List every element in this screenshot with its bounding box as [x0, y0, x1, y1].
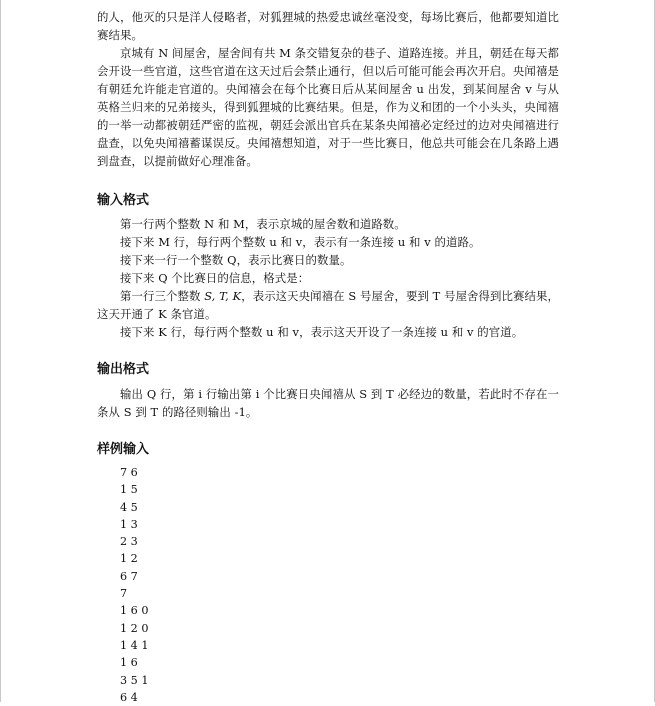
- input-line: 接下来 Q 个比赛日的信息，格式是：: [120, 271, 310, 285]
- sample-line: 2 3: [120, 535, 138, 549]
- sample-line: 1 2: [120, 552, 138, 566]
- description-paragraph-continued: 的人，他灭的只是洋人侵略者，对狐狸城的热爱忠诚丝毫没变，每场比赛后，他都要知道比赛结果。: [97, 10, 559, 42]
- sample-line: 1 5: [120, 483, 138, 497]
- input-line: 接下来一行一个整数 Q，表示比赛日的数量。: [120, 253, 352, 267]
- sample-line: 1 3: [120, 517, 138, 531]
- sample-line: 1 6: [120, 656, 138, 670]
- input-format-body: [97, 215, 559, 341]
- sample-input-block: [120, 464, 559, 706]
- sample-line: 7 6: [120, 466, 138, 479]
- input-line: 第一行两个整数 N 和 M，表示京城的屋舍数和道路数。: [120, 217, 406, 231]
- sample-line: 1 2 0: [120, 621, 149, 635]
- input-line-part: ，表示这天央闻禧在 S 号屋舍，要到 T 号屋舍得到比赛结果，这天开通了 K 条官道。: [97, 289, 559, 321]
- sample-line: 7: [120, 587, 128, 601]
- sample-line: 1 4 1: [120, 638, 149, 652]
- problem-statement: [97, 8, 559, 706]
- output-format-heading: 输出格式: [97, 362, 150, 377]
- sample-line: 6 7: [120, 569, 138, 583]
- sample-line: 3 5 1: [120, 673, 149, 687]
- input-line-query: [97, 287, 559, 323]
- page-edge-left: [0, 0, 1, 702]
- sample-input-heading: 样例输入: [97, 442, 150, 457]
- input-line-part: 第一行三个整数: [120, 289, 201, 303]
- input-format-heading: 输入格式: [97, 193, 150, 208]
- input-line: 接下来 K 行，每行两个整数 u 和 v，表示这天开设了一条连接 u 和 v 的官道。: [120, 325, 524, 339]
- input-line: 接下来 M 行，每行两个整数 u 和 v，表示有一条连接 u 和 v 的道路。: [120, 235, 481, 249]
- sample-line: 6 4: [120, 690, 138, 704]
- math-s-t-k: S, T, K: [204, 289, 242, 303]
- sample-line: 4 5: [120, 500, 138, 514]
- sample-line: 1 6 0: [120, 604, 149, 618]
- output-format-text: 输出 Q 行，第 i 行输出第 i 个比赛日央闻禧从 S 到 T 必经边的数量，若此时不存在一条从 S 到 T 的路径则输出 -1。: [97, 387, 559, 419]
- description-paragraph: 京城有 N 间屋舍，屋舍间有共 M 条交错复杂的巷子、道路连接。并且，朝廷在每天都会开设一些官道，这些官道在这天过后会禁止通行，但以后可能可能会再次开启。央闻禧是有朝廷允许能走官道的。央闻禧会在每个比赛日后从某间屋舍 u 出发，到某间屋舍 v 与从英格兰归来的兄弟接头，得到狐狸城的比赛结果。但是，作为义和团的一个小头头，央闻禧的一举一动都被朝廷严密的监视，朝廷会派出官兵在某条央闻禧必定经过的边对央闻禧进行盘查，以免央闻禧蓄谋误反。央闻禧想知道，对于一些比赛日，他总共可能会在几条路上遇到盘查，以提前做好心理准备。: [97, 46, 559, 168]
